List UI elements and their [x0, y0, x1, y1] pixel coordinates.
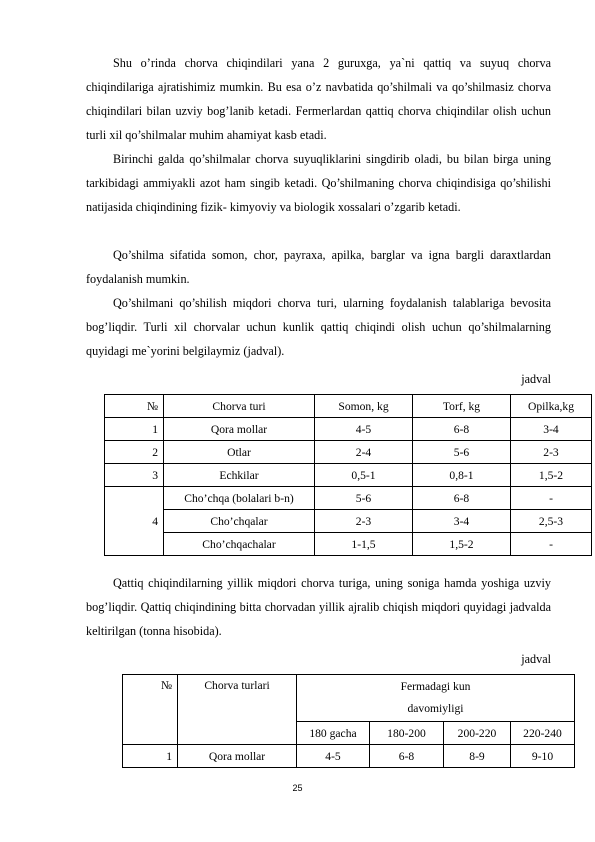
- table-bedding-norms: [104, 394, 592, 556]
- header-group-line-2: davomiyligi: [407, 702, 464, 715]
- table-cell: 0,8-1: [413, 464, 511, 487]
- table-cell: 3: [105, 464, 164, 487]
- table2-caption: jadval: [521, 652, 551, 666]
- table-cell: 2-4: [315, 441, 413, 464]
- table-cell: Cho’chqalar: [164, 510, 315, 533]
- table-annual-waste: [122, 674, 575, 768]
- table-row: [105, 533, 592, 556]
- table1-caption: jadval: [521, 372, 551, 386]
- table-row: [105, 510, 592, 533]
- header-cell: №: [123, 675, 178, 745]
- table-cell: 5-6: [413, 441, 511, 464]
- table-cell: Qora mollar: [164, 418, 315, 441]
- table-cell: 2-3: [511, 441, 592, 464]
- subheader-cell: 220-240: [511, 722, 575, 745]
- table-cell: 9-10: [511, 745, 575, 768]
- table-cell: 6-8: [413, 487, 511, 510]
- table-cell: 1: [123, 745, 178, 768]
- table-row: [123, 745, 575, 768]
- table-cell: 8-9: [444, 745, 511, 768]
- table-cell: 2-3: [315, 510, 413, 533]
- table-row: [105, 464, 592, 487]
- subheader-cell: 200-220: [444, 722, 511, 745]
- table-header-row: [123, 675, 575, 722]
- table-cell: 1,5-2: [511, 464, 592, 487]
- table-cell: 1,5-2: [413, 533, 511, 556]
- table-row: [105, 418, 592, 441]
- table-cell: 6-8: [413, 418, 511, 441]
- table-cell: Cho’chqachalar: [164, 533, 315, 556]
- paragraph-4: Qo’shilmani qo’shilish miqdori chorva turi, ularning foydalanish talablariga bevosita bog’liqdir. Turli xil chorvalar uchun kunlik qattiq chiqindi olish uchun qo’shilmalarning quyidagi me`yorini belgilaymiz (jadval).: [86, 296, 551, 358]
- paragraph-2: Birinchi galda qo’shilmalar chorva suyuqliklarini singdirib oladi, bu bilan birga uning tarkibidagi ammiyakli azot ham singib ketadi. Qo’shilmaning chorva chiqindisiga qo’shilishi natijasida chiqindining fizik- kimyoviy va biologik xossalari o’zgarib ketadi.: [86, 152, 551, 214]
- paragraph-3: Qo’shilma sifatida somon, chor, payraxa, apilka, barglar va igna bargli daraxtlardan foydalanish mumkin.: [86, 248, 551, 286]
- table-cell: -: [511, 487, 592, 510]
- paragraph-1: Shu o’rinda chorva chiqindilari yana 2 guruxga, ya`ni qattiq va suyuq chorva chiqindilariga ajratishimiz mumkin. Bu esa o’z navbatida qo’shilmali va qo’shilmasiz chorva chiqindilari bilan uzviy bog’lanib ketadi. Fermerlardan qattiq chorva chiqindilar olish uchun turli xil qo’shilmalar muhim ahamiyat kasb etadi.: [86, 56, 551, 142]
- header-cell: №: [105, 395, 164, 418]
- paragraph-5: Qattiq chiqindilarning yillik miqdori chorva turiga, uning soniga hamda yoshiga uzviy bog’liqdir. Qattiq chiqindining bitta chorvadan yillik ajralib chiqish miqdori quyidagi jadvalda keltirilgan (tonna hisobida).: [86, 576, 551, 638]
- table-row: [105, 441, 592, 464]
- table-cell: 4-5: [315, 418, 413, 441]
- table-cell: -: [511, 533, 592, 556]
- header-cell: Opilka,kg: [511, 395, 592, 418]
- header-group-cell: [297, 675, 575, 722]
- table-cell: 6-8: [370, 745, 444, 768]
- table-cell: 0,5-1: [315, 464, 413, 487]
- table-cell: 5-6: [315, 487, 413, 510]
- table-cell: Echkilar: [164, 464, 315, 487]
- subheader-cell: 180 gacha: [297, 722, 370, 745]
- table-cell: 3-4: [413, 510, 511, 533]
- header-cell: Torf, kg: [413, 395, 511, 418]
- table-cell-group-num: 4: [105, 487, 164, 556]
- table-cell: Qora mollar: [178, 745, 297, 768]
- table-cell: 2: [105, 441, 164, 464]
- table-cell: 2,5-3: [511, 510, 592, 533]
- table-cell: Otlar: [164, 441, 315, 464]
- table-cell: 3-4: [511, 418, 592, 441]
- table-cell: 1-1,5: [315, 533, 413, 556]
- header-cell: Somon, kg: [315, 395, 413, 418]
- page-number: 25: [292, 783, 303, 793]
- header-cell: Chorva turi: [164, 395, 315, 418]
- header-cell: Chorva turlari: [178, 675, 297, 745]
- subheader-cell: 180-200: [370, 722, 444, 745]
- table-cell: 4-5: [297, 745, 370, 768]
- table-row: [105, 487, 592, 510]
- header-group-line-1: Fermadagi kun: [400, 680, 471, 693]
- table-cell: 1: [105, 418, 164, 441]
- table-cell: Cho’chqa (bolalari b-n): [164, 487, 315, 510]
- table-header-row: [105, 395, 592, 418]
